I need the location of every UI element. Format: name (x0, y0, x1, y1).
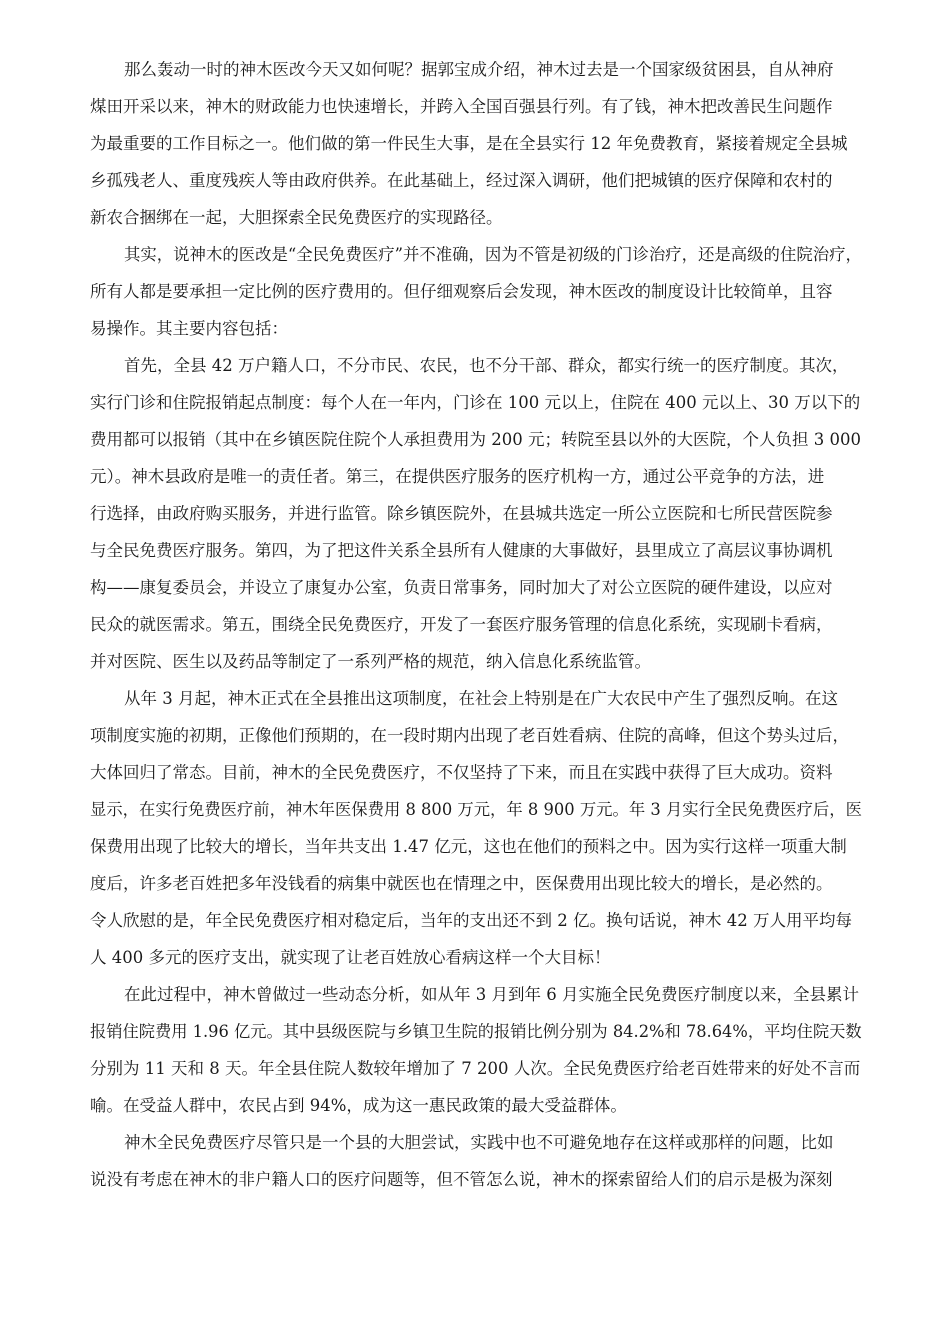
text-line: 构——康复委员会，并设立了康复办公室，负责日常事务，同时加大了对公立医院的硬件建设，以应对 (90, 578, 833, 597)
text-line: 并对医院、医生以及药品等制定了一系列严格的规范，纳入信息化系统监管。 (90, 652, 651, 671)
text-line: 那么轰动一时的神木医改今天又如何呢？据郭宝成介绍，神木过去是一个国家级贫困县，自从神府 (124, 60, 834, 79)
text-line: 项制度实施的初期，正像他们预期的，在一段时期内出现了老百姓看病、住院的高峰，但这个势头过后， (90, 726, 849, 745)
text-line: 度后，许多老百姓把多年没钱看的病集中就医也在情理之中，医保费用出现比较大的增长，是必然的。 (90, 874, 833, 893)
text-line: 为最重要的工作目标之一。他们做的第一件民生大事，是在全县实行 12 年免费教育，紧接着规定全县城 (90, 134, 848, 153)
text-line: 所有人都是要承担一定比例的医疗费用的。但仔细观察后会发现，神木医改的制度设计比较简单，且容 (90, 282, 833, 301)
text-line: 神木全民免费医疗尽管只是一个县的大胆尝试，实践中也不可避免地存在这样或那样的问题，比如 (124, 1133, 834, 1152)
text-line: 行选择，由政府购买服务，并进行监管。除乡镇医院外，在县城共选定一所公立医院和七所民营医院参 (90, 504, 833, 523)
text-line: 在此过程中，神木曾做过一些动态分析，如从年 3 月到年 6 月实施全民免费医疗制度以来，全县累计 (124, 985, 859, 1004)
text-line: 显示，在实行免费医疗前，神木年医保费用 8 800 万元，年 8 900 万元。年 3 月实行全民免费医疗后，医 (90, 800, 862, 819)
text-line: 新农合捆绑在一起，大胆探索全民免费医疗的实现路径。 (90, 208, 503, 227)
text-line: 人 400 多元的医疗支出，就实现了让老百姓放心看病这样一个大目标！ (90, 948, 611, 967)
text-line: 易操作。其主要内容包括： (90, 319, 288, 338)
text-line: 从年 3 月起，神木正式在全县推出这项制度，在社会上特别是在广大农民中产生了强烈反响。在这 (124, 689, 838, 708)
text-line: 其实，说神木的医改是“全民免费医疗”并不准确，因为不管是初级的门诊治疗，还是高级的住院治疗， (124, 245, 862, 264)
text-line: 与全民免费医疗服务。第四，为了把这件关系全县所有人健康的大事做好，县里成立了高层议事协调机 (90, 541, 833, 560)
text-line: 乡孤残老人、重度残疾人等由政府供养。在此基础上，经过深入调研，他们把城镇的医疗保障和农村的 (90, 171, 833, 190)
text-line: 民众的就医需求。第五，围绕全民免费医疗，开发了一套医疗服务管理的信息化系统，实现刷卡看病， (90, 615, 833, 634)
text-line: 首先，全县 42 万户籍人口，不分市民、农民，也不分干部、群众，都实行统一的医疗制度。其次， (124, 356, 849, 375)
text-line: 大体回归了常态。目前，神木的全民免费医疗，不仅坚持了下来，而且在实践中获得了巨大成功。资料 (90, 763, 833, 782)
text-line: 煤田开采以来，神木的财政能力也快速增长，并跨入全国百强县行列。有了钱，神木把改善民生问题作 (90, 97, 833, 116)
text-line: 令人欣慰的是，年全民免费医疗相对稳定后，当年的支出还不到 2 亿。换句话说，神木 42 万人用平均每 (90, 911, 852, 930)
text-line: 费用都可以报销（其中在乡镇医院住院个人承担费用为 200 元；转院至县以外的大医院，个人负担 3 000 (90, 430, 861, 449)
text-line: 报销住院费用 1.96 亿元。其中县级医院与乡镇卫生院的报销比例分别为 84.2%和 78.64%，平均住院天数 (90, 1022, 862, 1041)
text-line: 分别为 11 天和 8 天。年全县住院人数较年增加了 7 200 人次。全民免费医疗给老百姓带来的好处不言而 (90, 1059, 861, 1078)
text-line: 说没有考虑在神木的非户籍人口的医疗问题等，但不管怎么说，神木的探索留给人们的启示是极为深刻 (90, 1170, 833, 1189)
text-line: 元）。神木县政府是唯一的责任者。第三，在提供医疗服务的医疗机构一方，通过公平竞争的方法，进 (90, 467, 825, 486)
text-line: 实行门诊和住院报销起点制度：每个人在一年内，门诊在 100 元以上，住院在 400 元以上、30 万以下的 (90, 393, 861, 412)
text-line: 保费用出现了比较大的增长，当年共支出 1.47 亿元，这也在他们的预料之中。因为实行这样一项重大制 (90, 837, 847, 856)
text-line: 喻。在受益人群中，农民占到 94%，成为这一惠民政策的最大受益群体。 (90, 1096, 627, 1115)
